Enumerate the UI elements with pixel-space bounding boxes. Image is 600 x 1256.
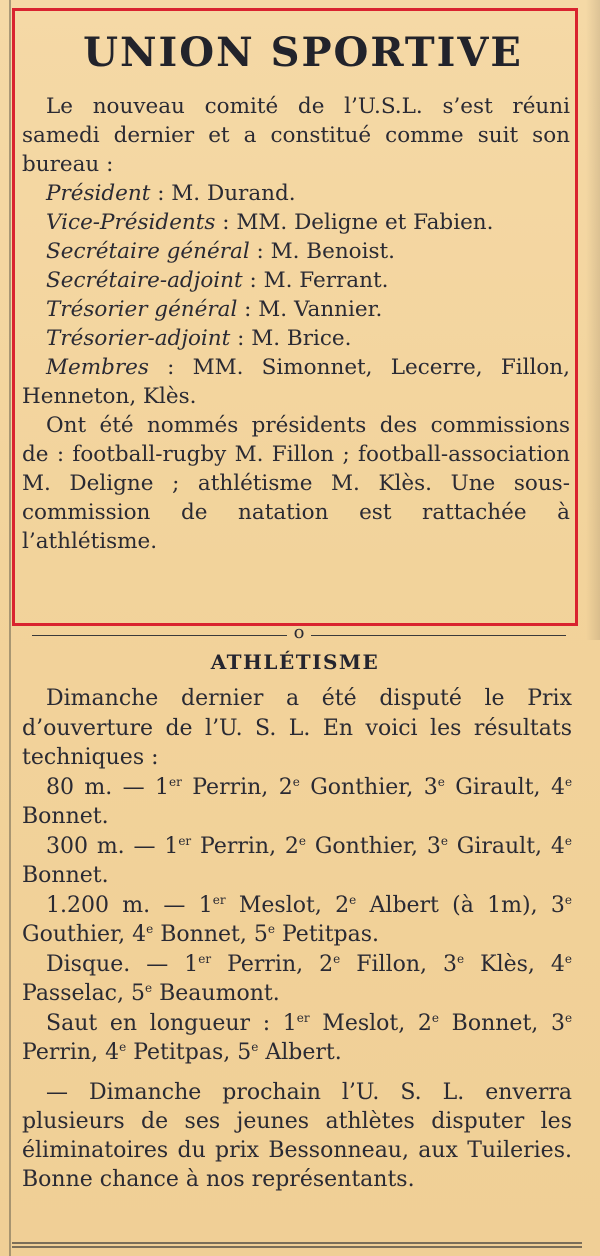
committee-commissions: Ont été nommés présidents des commissions de : football-rugby M. Fillon ; football-association M. Deligne ; athlétisme M. Klès. Une sous-commission de natation est rattachée à l’athlétisme. bbox=[22, 413, 570, 554]
placing-rank: 4 bbox=[550, 951, 565, 977]
role-title: Trésorier-adjoint bbox=[46, 326, 231, 351]
placing bbox=[164, 834, 276, 859]
athlete-name: Girault, bbox=[456, 833, 543, 859]
athlete-name: Gouthier, bbox=[22, 922, 126, 947]
placing-rank: 5 bbox=[253, 922, 268, 947]
role-names: M. Brice. bbox=[251, 326, 352, 351]
athlete-name: Petitpas. bbox=[281, 922, 380, 947]
placing bbox=[335, 893, 538, 918]
role-names: MM. Simonnet, Lecerre, Fillon, Henneton, Klès. bbox=[22, 355, 570, 409]
closing-paragraph: — Dimanche prochain l’U. S. L. enverra plusieurs de ses jeunes athlètes disputer les éliminatoires du prix Bessonneau, aux Tuileries. Bonne chance à nos représentants. bbox=[22, 1080, 572, 1192]
event-result-line bbox=[22, 773, 572, 832]
placing-suffix: e bbox=[119, 1040, 127, 1054]
placing bbox=[285, 834, 418, 859]
committee-role-line bbox=[22, 353, 570, 411]
event-name: Disque. — bbox=[46, 951, 169, 977]
placing-suffix: e bbox=[292, 774, 300, 789]
placing bbox=[418, 1011, 538, 1036]
placing-suffix: e bbox=[440, 833, 448, 848]
placing-suffix: e bbox=[333, 951, 341, 966]
role-title: Secrétaire-adjoint bbox=[46, 268, 243, 293]
placing-suffix: e bbox=[349, 892, 357, 907]
athlete-name: Perrin, bbox=[192, 774, 269, 800]
role-separator: : bbox=[148, 355, 193, 380]
placing-suffix: e bbox=[431, 1010, 440, 1025]
athlete-name: Passelac, bbox=[22, 981, 124, 1006]
athlete-name: Gonthier, bbox=[314, 833, 418, 859]
athlete-name: Petitpas, bbox=[133, 1040, 231, 1065]
athlete-name: Girault, bbox=[455, 774, 541, 800]
placing-rank: 3 bbox=[550, 892, 565, 918]
placing-rank: 2 bbox=[284, 833, 299, 859]
placing-rank: 5 bbox=[131, 981, 145, 1006]
event-name: 1.200 m. — bbox=[46, 892, 186, 918]
placing bbox=[427, 834, 542, 859]
placing-rank: 2 bbox=[319, 951, 334, 977]
athlete-name: Bonnet. bbox=[22, 804, 109, 829]
placing bbox=[254, 922, 379, 947]
placing-suffix: e bbox=[267, 922, 275, 936]
placing-rank: 1 bbox=[184, 951, 199, 977]
role-names: M. Vannier. bbox=[258, 297, 383, 322]
committee-role-line bbox=[22, 324, 570, 353]
placing bbox=[319, 952, 427, 977]
placing bbox=[283, 1011, 405, 1036]
committee-role-line bbox=[22, 266, 570, 295]
placing-suffix: e bbox=[564, 892, 573, 907]
role-names: M. Durand. bbox=[171, 181, 296, 206]
athlete-name: Bonnet, bbox=[160, 922, 247, 947]
placing bbox=[199, 893, 322, 918]
role-separator: : bbox=[242, 268, 264, 293]
placing-rank: 2 bbox=[278, 774, 293, 800]
placing-suffix: er bbox=[178, 833, 192, 848]
event-result-line bbox=[22, 950, 572, 1009]
placing-rank: 1 bbox=[198, 892, 213, 918]
separator-ornament: o bbox=[293, 622, 305, 643]
placing-rank: 4 bbox=[132, 922, 147, 947]
placing-rank: 2 bbox=[417, 1010, 432, 1036]
athlete-name: Bonnet. bbox=[22, 863, 109, 888]
athlete-name: Meslot, bbox=[322, 1010, 406, 1036]
event-result-line bbox=[22, 891, 572, 950]
title-block bbox=[34, 14, 572, 92]
athlete-name: Albert. bbox=[265, 1040, 342, 1065]
role-separator: : bbox=[230, 326, 252, 351]
adjacent-column-edge bbox=[586, 0, 600, 640]
role-names: M. Ferrant. bbox=[263, 268, 389, 293]
committee-role-line bbox=[22, 208, 570, 237]
placing-rank: 3 bbox=[550, 1010, 565, 1036]
placing-suffix: e bbox=[298, 833, 307, 848]
role-separator: : bbox=[249, 239, 271, 264]
placing-suffix: er bbox=[296, 1010, 310, 1025]
placing bbox=[131, 981, 280, 1006]
role-title: Président bbox=[46, 181, 151, 206]
committee-intro: Le nouveau comité de l’U.S.L. s’est réuni samedi dernier et a constitué comme suit son bureau : bbox=[22, 94, 570, 177]
placing-rank: 4 bbox=[105, 1040, 120, 1065]
section-separator bbox=[12, 622, 586, 643]
closing-section bbox=[22, 1078, 572, 1194]
event-result-line bbox=[22, 1009, 572, 1068]
role-separator: : bbox=[150, 181, 172, 206]
placing-rank: 3 bbox=[443, 951, 458, 977]
separator-line-right bbox=[311, 635, 566, 636]
placing-rank: 4 bbox=[550, 833, 565, 859]
athlete-name: Fillon, bbox=[356, 951, 428, 977]
placing bbox=[424, 775, 541, 800]
role-names: M. Benoist. bbox=[270, 239, 396, 264]
placing-suffix: e bbox=[145, 981, 153, 995]
placing-suffix: er bbox=[198, 951, 212, 966]
placing-rank: 3 bbox=[423, 774, 438, 800]
athletics-intro: Dimanche dernier a été disputé le Prix d’ouverture de l’U. S. L. En voici les résultats techniques : bbox=[22, 686, 572, 770]
placing bbox=[105, 1040, 230, 1065]
athlete-name: Gonthier, bbox=[310, 774, 414, 800]
placing-rank: 4 bbox=[550, 774, 565, 800]
placing-suffix: e bbox=[457, 951, 465, 966]
athlete-name: Perrin, bbox=[227, 951, 304, 977]
committee-role-line bbox=[22, 295, 570, 324]
committee-section bbox=[22, 92, 570, 556]
athletics-section bbox=[22, 684, 572, 1068]
page-title: UNION SPORTIVE bbox=[83, 29, 523, 76]
committee-roles bbox=[22, 179, 570, 411]
athlete-name: Albert (à 1m), bbox=[369, 892, 538, 918]
athlete-name: Perrin, bbox=[22, 1040, 99, 1065]
role-title: Secrétaire général bbox=[46, 239, 250, 264]
athlete-name: Klès, bbox=[480, 951, 535, 977]
placing-rank: 2 bbox=[335, 892, 350, 918]
placing-suffix: e bbox=[146, 922, 154, 936]
event-name: 80 m. — bbox=[46, 774, 145, 800]
column-rule bbox=[9, 0, 11, 1256]
placing-rank: 1 bbox=[282, 1010, 297, 1036]
placing-suffix: e bbox=[564, 1010, 573, 1025]
role-title: Vice-Présidents bbox=[46, 210, 216, 235]
placing-suffix: e bbox=[437, 774, 445, 789]
event-name: Saut en longueur : bbox=[46, 1010, 271, 1036]
committee-role-line bbox=[22, 179, 570, 208]
committee-role-line bbox=[22, 237, 570, 266]
placing-suffix: e bbox=[564, 833, 572, 848]
placing bbox=[184, 952, 303, 977]
placing-suffix: e bbox=[251, 1040, 259, 1054]
placing-rank: 1 bbox=[164, 833, 179, 859]
placing bbox=[132, 922, 247, 947]
placing-rank: 3 bbox=[426, 833, 441, 859]
placing-rank: 5 bbox=[237, 1040, 252, 1065]
role-separator: : bbox=[237, 297, 259, 322]
event-name: 300 m. — bbox=[46, 833, 156, 859]
athletics-results bbox=[22, 773, 572, 1068]
athlete-name: Meslot, bbox=[238, 892, 322, 918]
athlete-name: Perrin, bbox=[200, 833, 277, 859]
event-result-line bbox=[22, 832, 572, 891]
placing-rank: 1 bbox=[155, 774, 169, 800]
role-separator: : bbox=[215, 210, 237, 235]
placing bbox=[237, 1040, 342, 1065]
role-title: Trésorier général bbox=[46, 297, 238, 322]
placing-suffix: e bbox=[564, 774, 573, 789]
role-title: Membres bbox=[46, 355, 149, 380]
placing bbox=[155, 775, 268, 800]
athlete-name: Beaumont. bbox=[159, 981, 280, 1006]
athlete-name: Bonnet, bbox=[451, 1010, 539, 1036]
placing-suffix: er bbox=[212, 892, 226, 907]
placing bbox=[443, 952, 535, 977]
placing-suffix: e bbox=[564, 951, 573, 966]
athletics-heading: ATHLÉTISME bbox=[210, 650, 380, 674]
role-names: MM. Deligne et Fabien. bbox=[236, 210, 494, 235]
bottom-rule bbox=[12, 1242, 582, 1248]
placing bbox=[279, 775, 414, 800]
placing-suffix: er bbox=[169, 774, 182, 789]
